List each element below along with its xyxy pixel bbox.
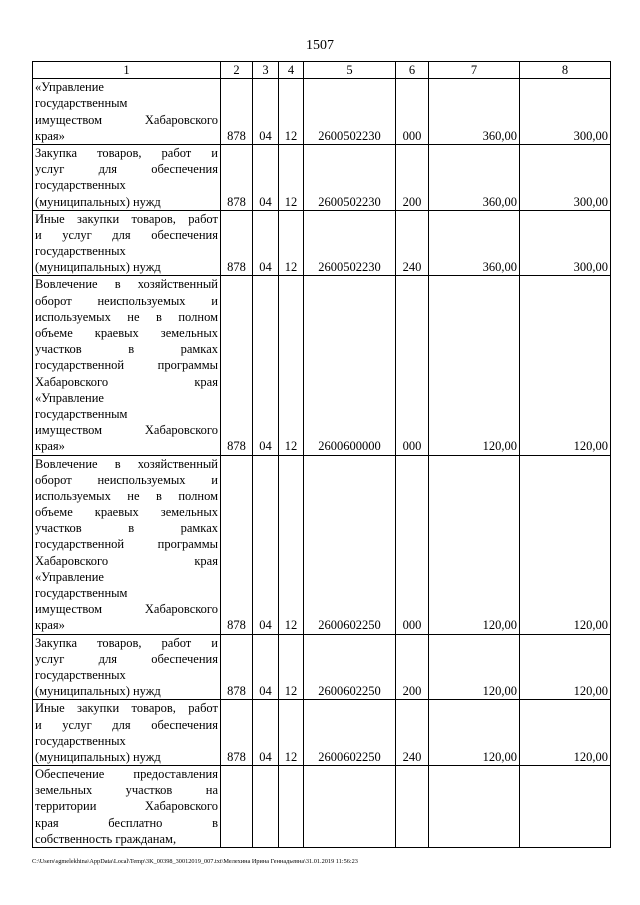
description-line: Закупка товаров, работ и: [35, 145, 218, 160]
table-row: [33, 634, 611, 700]
description-line: края бесплатно в: [35, 815, 218, 830]
description-line: государственным: [35, 406, 128, 421]
description-line: имуществом Хабаровского: [35, 423, 218, 438]
description-line: (муниципальных) нужд: [35, 749, 161, 764]
description-line: края»: [35, 128, 65, 143]
page-number: 1507: [306, 38, 334, 53]
description-line: и услуг для обеспечения: [35, 717, 218, 732]
code-admin: 878: [221, 210, 253, 276]
header-col-1: 1: [33, 62, 221, 79]
code-section: [253, 766, 279, 848]
header-col-4: 4: [279, 62, 304, 79]
description-line: Иные закупки товаров, работ: [35, 701, 218, 716]
header-col-6: 6: [396, 62, 429, 79]
description-line: Хабаровского края: [35, 374, 218, 389]
description-line: Обеспечение предоставления: [35, 767, 218, 782]
amount-col-8: 120,00: [520, 634, 611, 700]
description-line: Закупка товаров, работ и: [35, 635, 218, 650]
amount-col-8: 300,00: [520, 144, 611, 210]
description-line: государственных: [35, 178, 126, 193]
code-section: 04: [253, 634, 279, 700]
description-line: земельных участков на: [35, 783, 218, 798]
code-section: 04: [253, 144, 279, 210]
code-target-article: 2600600000: [304, 276, 396, 455]
description-line: «Управление: [35, 80, 104, 95]
description-line: и услуг для обеспечения: [35, 227, 218, 242]
description-line: государственной программы: [35, 358, 218, 373]
header-col-2: 2: [221, 62, 253, 79]
code-expense-type: 200: [396, 634, 429, 700]
code-target-article: 2600602250: [304, 700, 396, 766]
description-line: государственным: [35, 586, 128, 601]
description-line: государственным: [35, 96, 128, 111]
description-line: Вовлечение в хозяйственный: [35, 456, 218, 471]
description-line: «Управление: [35, 390, 104, 405]
amount-col-7: 360,00: [429, 79, 520, 145]
table-header-row: [33, 62, 611, 79]
code-admin: [221, 766, 253, 848]
table-row: [33, 276, 611, 455]
table-row: [33, 79, 611, 145]
code-expense-type: 240: [396, 210, 429, 276]
code-subsection: 12: [279, 455, 304, 634]
code-section: 04: [253, 700, 279, 766]
amount-col-7: 120,00: [429, 634, 520, 700]
amount-col-8: 300,00: [520, 79, 611, 145]
description-line: Иные закупки товаров, работ: [35, 211, 218, 226]
code-section: 04: [253, 455, 279, 634]
code-expense-type: 000: [396, 276, 429, 455]
description-line: имуществом Хабаровского: [35, 112, 218, 127]
file-path-footer: C:\Users\sgmelekhina\AppData\Local\Temp\3K_00398_30012019_007.txt\Мелехина Ирина Геннадьевна\31.01.2019 11:56:23: [32, 858, 358, 865]
code-subsection: 12: [279, 79, 304, 145]
amount-col-7: [429, 766, 520, 848]
row-description: [33, 144, 221, 210]
row-description: [33, 276, 221, 455]
description-line: используемых не в полном: [35, 309, 218, 324]
code-expense-type: 000: [396, 455, 429, 634]
amount-col-7: 120,00: [429, 276, 520, 455]
amount-col-8: [520, 766, 611, 848]
amount-col-8: 120,00: [520, 276, 611, 455]
code-section: 04: [253, 79, 279, 145]
code-admin: 878: [221, 144, 253, 210]
header-col-8: 8: [520, 62, 611, 79]
description-line: Хабаровского края: [35, 553, 218, 568]
budget-table: [32, 61, 611, 848]
description-line: Вовлечение в хозяйственный: [35, 277, 218, 292]
code-target-article: 2600602250: [304, 455, 396, 634]
code-subsection: 12: [279, 210, 304, 276]
amount-col-7: 120,00: [429, 700, 520, 766]
description-line: края»: [35, 439, 65, 454]
description-line: «Управление: [35, 569, 104, 584]
description-line: (муниципальных) нужд: [35, 260, 161, 275]
description-line: государственных: [35, 667, 126, 682]
header-col-3: 3: [253, 62, 279, 79]
table-row: [33, 144, 611, 210]
code-target-article: 2600502230: [304, 210, 396, 276]
amount-col-8: 300,00: [520, 210, 611, 276]
description-line: имуществом Хабаровского: [35, 602, 218, 617]
description-line: (муниципальных) нужд: [35, 684, 161, 699]
row-description: [33, 79, 221, 145]
description-line: услуг для обеспечения: [35, 162, 218, 177]
row-description: [33, 766, 221, 848]
description-line: государственной программы: [35, 537, 218, 552]
header-col-5: 5: [304, 62, 396, 79]
description-line: используемых не в полном: [35, 488, 218, 503]
code-subsection: 12: [279, 700, 304, 766]
code-target-article: 2600602250: [304, 634, 396, 700]
code-admin: 878: [221, 634, 253, 700]
description-line: услуг для обеспечения: [35, 651, 218, 666]
description-line: собственность гражданам,: [35, 831, 177, 846]
description-line: оборот неиспользуемых и: [35, 472, 218, 487]
code-target-article: 2600502230: [304, 144, 396, 210]
code-admin: 878: [221, 455, 253, 634]
code-expense-type: 240: [396, 700, 429, 766]
amount-col-7: 360,00: [429, 144, 520, 210]
amount-col-8: 120,00: [520, 455, 611, 634]
code-subsection: 12: [279, 276, 304, 455]
description-line: края»: [35, 618, 65, 633]
code-expense-type: [396, 766, 429, 848]
code-section: 04: [253, 210, 279, 276]
header-col-7: 7: [429, 62, 520, 79]
code-admin: 878: [221, 700, 253, 766]
row-description: [33, 210, 221, 276]
row-description: [33, 455, 221, 634]
description-line: объеме краевых земельных: [35, 326, 218, 341]
code-subsection: 12: [279, 144, 304, 210]
description-line: участков в рамках: [35, 521, 218, 536]
description-line: территории Хабаровского: [35, 799, 218, 814]
description-line: участков в рамках: [35, 342, 218, 357]
code-admin: 878: [221, 276, 253, 455]
description-line: (муниципальных) нужд: [35, 194, 161, 209]
description-line: объеме краевых земельных: [35, 505, 218, 520]
description-line: государственных: [35, 244, 126, 259]
code-target-article: 2600502230: [304, 79, 396, 145]
table-row: [33, 210, 611, 276]
code-section: 04: [253, 276, 279, 455]
table-row: [33, 766, 611, 848]
code-target-article: [304, 766, 396, 848]
code-subsection: 12: [279, 634, 304, 700]
table-row: [33, 455, 611, 634]
row-description: [33, 700, 221, 766]
amount-col-7: 120,00: [429, 455, 520, 634]
table-row: [33, 700, 611, 766]
code-admin: 878: [221, 79, 253, 145]
amount-col-8: 120,00: [520, 700, 611, 766]
code-subsection: [279, 766, 304, 848]
code-expense-type: 000: [396, 79, 429, 145]
row-description: [33, 634, 221, 700]
description-line: оборот неиспользуемых и: [35, 293, 218, 308]
code-expense-type: 200: [396, 144, 429, 210]
amount-col-7: 360,00: [429, 210, 520, 276]
description-line: государственных: [35, 733, 126, 748]
